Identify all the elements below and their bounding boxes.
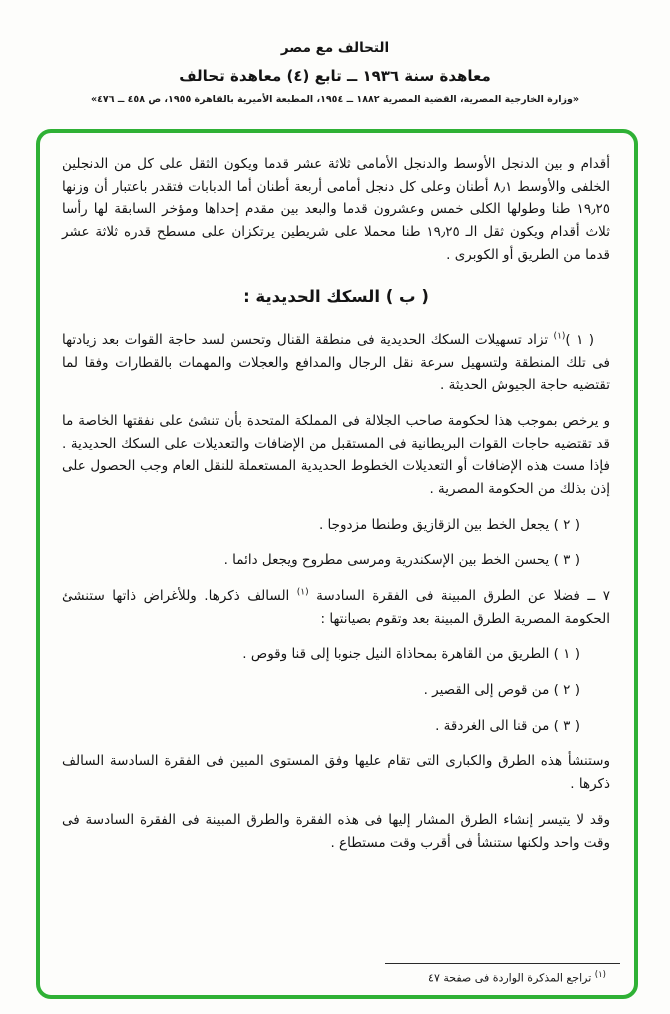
item-text: تزاد تسهيلات السكك الحديدية فى منطقة القنال وتحسن لسد حاجة القوات بعد زيادتها فى تلك المنطقة ولتسهيل سرعة نقل الرجال والمدافع والعجلات والمهمات بالقطارات وفقا لما تقتضيه حاجة الجيوش الحديثة . <box>62 332 610 394</box>
road-item-2: ( ٢ ) من قوص إلى القصير . <box>423 682 580 699</box>
page-title: التحالف مع مصر <box>280 40 390 56</box>
railway-item-3: ( ٣ ) يحسن الخط بين الإسكندرية ومرسى مطروح ويجعل دائما . <box>223 552 580 569</box>
footnote-text <box>66 970 620 985</box>
footnote-divider <box>385 963 620 964</box>
paragraph-prefix: ٧ ــ فضلا عن الطرق المبينة فى الفقرة السادسة <box>308 588 610 605</box>
document-header <box>0 0 670 105</box>
footnote-marker: (١) <box>594 970 606 981</box>
footnote-reference: (١) <box>553 331 566 342</box>
railway-item-1 <box>62 329 610 397</box>
paragraph-construction-timing: وقد لا يتيسر إنشاء الطرق المشار إليها فى هذه الفقرة والطرق المبينة فى الفقرة السادسة فى وقت واحد ولكنها ستنشأ فى أقرب وقت مستطاع . <box>62 811 610 851</box>
section-heading-railways: ( ب ) السكك الحديدية : <box>243 287 429 307</box>
paragraph-bridges-standard: وستنشأ هذه الطرق والكبارى التى تقام عليها وفق المستوى المبين فى الفقرة السادسة السالف ذكرها . <box>62 753 610 793</box>
footnote-body: تراجع المذكرة الواردة فى صفحة ٤٧ <box>428 972 595 985</box>
paragraph-roads-intro <box>62 585 610 630</box>
railway-item-2: ( ٢ ) يجعل الخط بين الزقازيق وطنطا مزدوجا . <box>318 516 580 533</box>
item-number: ( ١ ) <box>565 332 594 349</box>
road-item-1: ( ١ ) الطريق من القاهرة بمحاذاة النيل جنوبا إلى قنا وقوص . <box>242 646 580 663</box>
page-subtitle: معاهدة سنة ١٩٣٦ ــ تابع (٤) معاهدة تحالف <box>179 67 491 85</box>
paragraph-axle-loads: أقدام و بين الدنجل الأوسط والدنجل الأمامى ثلاثة عشر قدما ويكون الثقل على كل من الدنجلين الخلفى والأوسط ٨٫١ أطنان وعلى كل دنجل أمامى أربعة أطنان أما الدبابات فتقدر باعتبار أن وزنها ١٩٫٢٥ طنا وطولها الكلى خمس وعشرون قدما والبعد بين مقدم إحداها ومؤخر السابقة لها رأسا ثلاث أقدام ويكون ثقل الـ ١٩٫٢٥ طنا محملا على شريطين يرتكزان على مسطح قدره ثلاثة عشر قدما من الطريق أو الكوبرى . <box>62 156 610 263</box>
source-citation: «وزارة الخارجية المصرية، القضية المصرية ١٨٨٢ ــ ١٩٥٤، المطبعة الأميرية بالقاهرة ١٩٥٥، ص ٤٥٨ ــ ٤٧٦» <box>90 94 580 105</box>
content-frame <box>36 129 638 999</box>
document-body <box>62 153 610 854</box>
paragraph-text: السالف ذكرها. وللأغراض ذاتها ستنشئ الحكومة المصرية الطرق المبينة بعد وتقوم بصيانتها : <box>62 588 610 627</box>
footnote-reference: (١) <box>296 587 309 598</box>
footnote <box>66 963 620 985</box>
paragraph-railway-authorization: و يرخص بموجب هذا لحكومة صاحب الجلالة فى المملكة المتحدة بأن تنشئ على نفقتها الخاصة ما قد تقتضيه حاجات القوات البريطانية فى المستقبل من الإضافات والتعديلات على السكك الحديدية . فإذا مست هذه الإضافات أو التعديلات الخطوط الحديدية المستعملة للنقل العام وجب الحصول على إذن بذلك من الحكومة المصرية . <box>62 413 610 498</box>
road-item-3: ( ٣ ) من قنا الى الغردقة . <box>435 717 580 734</box>
